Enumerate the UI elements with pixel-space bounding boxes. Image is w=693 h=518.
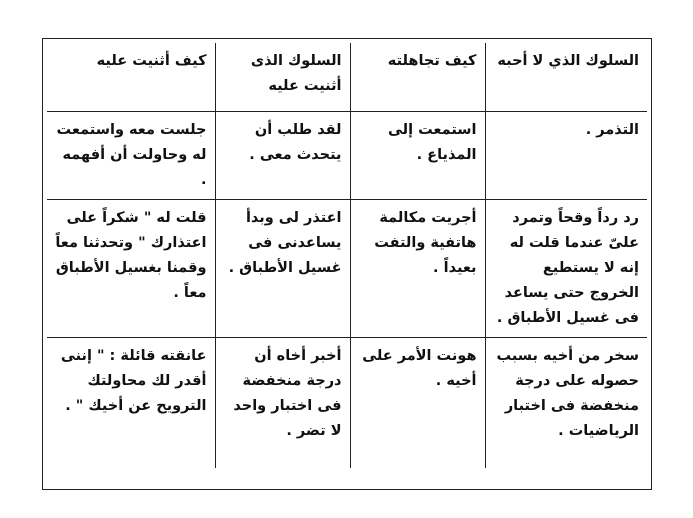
table-row (47, 338, 647, 469)
table-row (47, 200, 647, 338)
table-cell: هونت الأمر على أخيه . (350, 338, 485, 469)
table-cell: رد رداً وقحاً وتمرد علىّ عندما قلت له إنه لا يستطيع الخروج حتى يساعد فى غسيل الأطباق . (485, 200, 647, 338)
table-cell: قلت له " شكراً على اعتذارك " وتحدثنا معاً وقمنا بغسيل الأطباق معاً . (47, 200, 215, 338)
header-how-ignored: كيف تجاهلته (350, 43, 485, 112)
table-cell: التذمر . (485, 112, 647, 200)
table-cell: جلست معه واستمعت له وحاولت أن أفهمه . (47, 112, 215, 200)
table-cell: أخبر أخاه أن درجة منخفضة فى اختبار واحد لا تضر . (215, 338, 350, 469)
behavior-table (47, 43, 647, 468)
header-row (47, 43, 647, 112)
table-cell: عانقته قائلة : " إننى أقدر لك محاولتك الترويح عن أخيك " . (47, 338, 215, 469)
table-cell: استمعت إلى المذياع . (350, 112, 485, 200)
table-row (47, 112, 647, 200)
table-cell: اعتذر لى وبدأ يساعدنى فى غسيل الأطباق . (215, 200, 350, 338)
header-disliked-behavior: السلوك الذي لا أحبه (485, 43, 647, 112)
table-cell: لقد طلب أن يتحدث معى . (215, 112, 350, 200)
table-cell: أجريت مكالمة هاتفية والتفت بعيداً . (350, 200, 485, 338)
header-how-praised: كيف أثنيت عليه (47, 43, 215, 112)
table-cell: سخر من أخيه بسبب حصوله على درجة منخفضة فى اختبار الرياضيات . (485, 338, 647, 469)
header-praised-behavior: السلوك الذى أثنيت عليه (215, 43, 350, 112)
